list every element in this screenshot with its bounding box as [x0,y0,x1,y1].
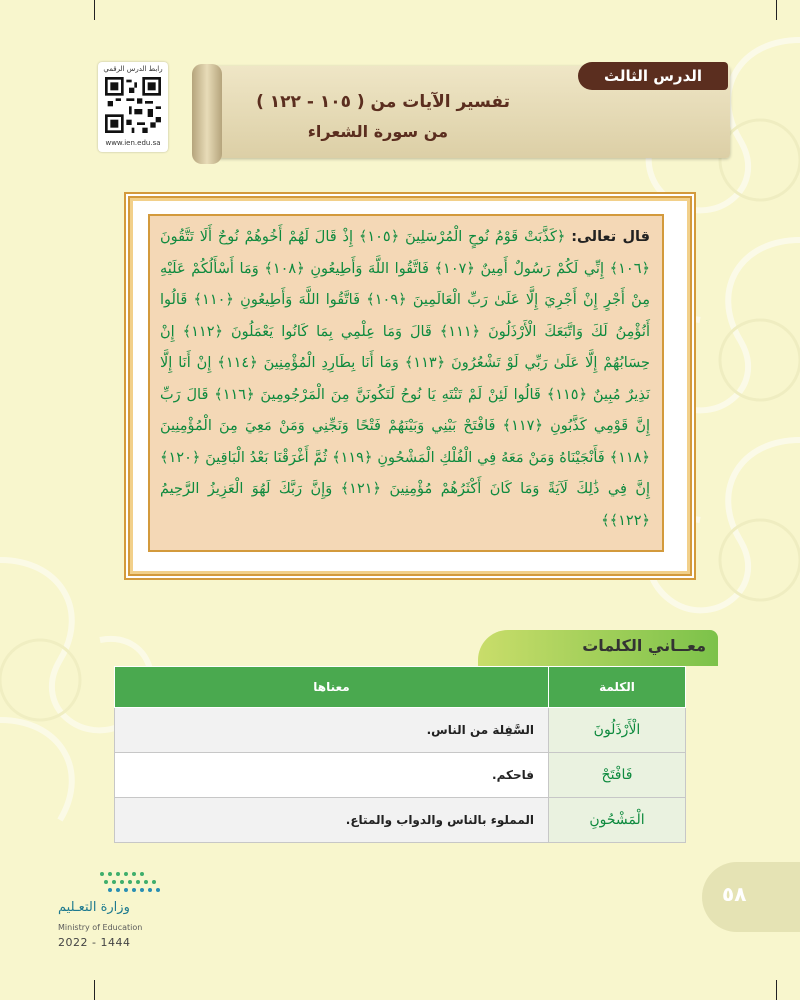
table-row [115,753,686,798]
crop-mark [776,980,777,1000]
ministry-name-arabic: وزارة التعـليم [58,900,130,915]
table-header-row [115,667,686,708]
scroll-roll-decoration [192,64,222,164]
qr-code-icon[interactable] [105,77,161,133]
lesson-subtitle: من سورة الشعراء [307,122,448,141]
edition-year: 2022 - 1444 [58,936,131,949]
meaning-cell: فاحكم. [115,753,549,798]
crop-mark [776,0,777,20]
qr-caption: رابط الدرس الرقمي [103,65,163,73]
meaning-cell: السَّفِلة من الناس. [115,708,549,753]
header-word: الكلمة [549,667,686,708]
lesson-tag: الدرس الثالث [578,62,728,90]
word-cell: فَافْتَحْ [549,753,686,798]
page-number: ٥٨ [722,882,747,906]
lesson-title: تفسير الآيات من ( ١٠٥ - ١٢٢ ) [256,92,510,112]
quran-intro: قال تعالى: [571,229,650,245]
crop-mark [94,980,95,1000]
ministry-logo-icon [98,868,162,896]
word-meanings-table [114,666,686,843]
ministry-name-english: Ministry of Education [58,923,143,932]
qr-url: www.ien.edu.sa [105,139,161,147]
quran-text: ﴿كَذَّبَتْ قَوْمُ نُوحٍ الْمُرْسَلِينَ ﴿١٠٥﴾ إِذْ قَالَ لَهُمْ أَخُوهُمْ نُوحٌ أَلَا تَتَّقُونَ ﴿١٠٦﴾ إِنِّي لَكُمْ رَسُولٌ أَمِينٌ ﴿١٠٧﴾ فَاتَّقُوا اللَّهَ وَأَطِيعُونِ ﴿١٠٨﴾ وَمَا أَسْأَلُكُمْ عَلَيْهِ مِنْ أَجْرٍ إِنْ أَجْرِيَ إِلَّا عَلَىٰ رَبِّ الْعَالَمِينَ ﴿١٠٩﴾ فَاتَّقُوا اللَّهَ وَأَطِيعُونِ ﴿١١٠﴾ قَالُوا أَنُؤْمِنُ لَكَ وَاتَّبَعَكَ الْأَرْذَلُونَ ﴿١١١﴾ قَالَ وَمَا عِلْمِي بِمَا كَانُوا يَعْمَلُونَ ﴿١١٢﴾ إِنْ حِسَابُهُمْ إِلَّا عَلَىٰ رَبِّي لَوْ تَشْعُرُونَ ﴿١١٣﴾ وَمَا أَنَا بِطَارِدِ الْمُؤْمِنِينَ ﴿١١٤﴾ إِنْ أَنَا إِلَّا نَذِيرٌ مُبِينٌ ﴿١١٥﴾ قَالُوا لَئِنْ لَمْ تَنْتَهِ يَا نُوحُ لَتَكُونَنَّ مِنَ الْمَرْجُومِينَ ﴿١١٦﴾ قَالَ رَبِّ إِنَّ قَوْمِي كَذَّبُونِ ﴿١١٧﴾ فَافْتَحْ بَيْنِي وَبَيْنَهُمْ فَتْحًا وَنَجِّنِي وَمَنْ مَعِيَ مِنَ الْمُؤْمِنِينَ ﴿١١٨﴾ فَأَنْجَيْنَاهُ وَمَنْ مَعَهُ فِي الْفُلْكِ الْمَشْحُونِ ﴿١١٩﴾ ثُمَّ أَغْرَقْنَا بَعْدُ الْبَاقِينَ ﴿١٢٠﴾ إِنَّ فِي ذَٰلِكَ لَآيَةً وَمَا كَانَ أَكْثَرُهُمْ مُؤْمِنِينَ ﴿١٢١﴾ وَإِنَّ رَبَّكَ لَهُوَ الْعَزِيزُ الرَّحِيمُ ﴿١٢٢﴾﴾ [160,229,651,529]
crop-mark [94,0,95,20]
meanings-title: معــاني الكلمات [582,636,706,655]
meaning-cell: المملوء بالناس والدواب والمتاع. [115,798,549,843]
quran-verses [160,222,650,537]
page-number-badge [702,862,800,932]
word-cell: الْمَشْحُونِ [549,798,686,843]
header-meaning: معناها [115,667,549,708]
table-row [115,798,686,843]
table-row [115,708,686,753]
qr-code-card[interactable] [98,62,168,152]
word-cell: الْأَرْذَلُونَ [549,708,686,753]
